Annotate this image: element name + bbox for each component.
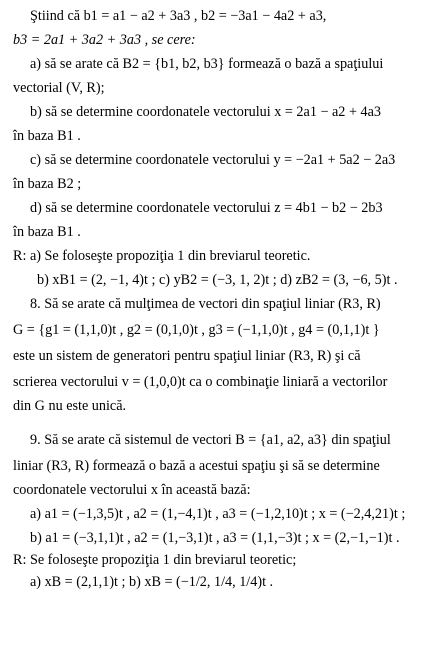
text-line-7: c) să se determine coordonatele vectorului y = −2a1 + 5a2 − 2a3 bbox=[30, 152, 396, 168]
text-line-4: vectorial (V, R); bbox=[13, 80, 105, 96]
text-line-12: b) xB1 = (2, −1, 4)t ; c) yB2 = (−3, 1, 2)t ; d) zB2 = (3, −6, 5)t . bbox=[37, 272, 398, 288]
text-line-20: coordonatele vectorului x în această bază: bbox=[13, 482, 251, 498]
text-line-14: G = {g1 = (1,1,0)t , g2 = (0,1,0)t , g3 = (−1,1,0)t , g4 = (0,1,1)t } bbox=[13, 322, 380, 338]
text-line-11: R: a) Se foloseşte propoziţia 1 din breviarul teoretic. bbox=[13, 248, 311, 264]
text-line-21: a) a1 = (−1,3,5)t , a2 = (1,−4,1)t , a3 = (−1,2,10)t ; x = (−2,4,21)t ; bbox=[30, 506, 406, 522]
text-line-18: 9. Să se arate că sistemul de vectori B = {a1, a2, a3} din spaţiul bbox=[30, 432, 391, 448]
text-line-5: b) să se determine coordonatele vectorului x = 2a1 − a2 + 4a3 bbox=[30, 104, 381, 120]
text-line-24: a) xB = (2,1,1)t ; b) xB = (−1/2, 1/4, 1/4)t . bbox=[30, 574, 274, 590]
text-line-16: scrierea vectorului v = (1,0,0)t ca o combinaţie liniară a vectorilor bbox=[13, 374, 388, 390]
text-line-17: din G nu este unică. bbox=[13, 398, 127, 414]
text-line-10: în baza B1 . bbox=[13, 224, 81, 240]
text-line-15: este un sistem de generatori pentru spaţiul liniar (R3, R) şi că bbox=[13, 348, 361, 364]
text-line-19: liniar (R3, R) formează o bază a acestui spaţiu şi să se determine bbox=[13, 458, 380, 474]
text-line-22: b) a1 = (−3,1,1)t , a2 = (1,−3,1)t , a3 = (1,1,−3)t ; x = (2,−1,−1)t . bbox=[30, 530, 400, 546]
text-line-6: în baza B1 . bbox=[13, 128, 81, 144]
text-line-1: Ştiind că b1 = a1 − a2 + 3a3 , b2 = −3a1 − 4a2 + a3, bbox=[30, 8, 327, 24]
text-line-8: în baza B2 ; bbox=[13, 176, 82, 192]
text-line-23: R: Se foloseşte propoziţia 1 din breviarul teoretic; bbox=[13, 552, 297, 568]
text-line-2: b3 = 2a1 + 3a2 + 3a3 , se cere: bbox=[13, 32, 196, 48]
text-line-9: d) să se determine coordonatele vectorului z = 4b1 − b2 − 2b3 bbox=[30, 200, 383, 216]
text-line-13: 8. Să se arate că mulţimea de vectori din spaţiul liniar (R3, R) bbox=[30, 296, 381, 312]
text-line-3: a) să se arate că B2 = {b1, b2, b3} formează o bază a spaţiului bbox=[30, 56, 384, 72]
